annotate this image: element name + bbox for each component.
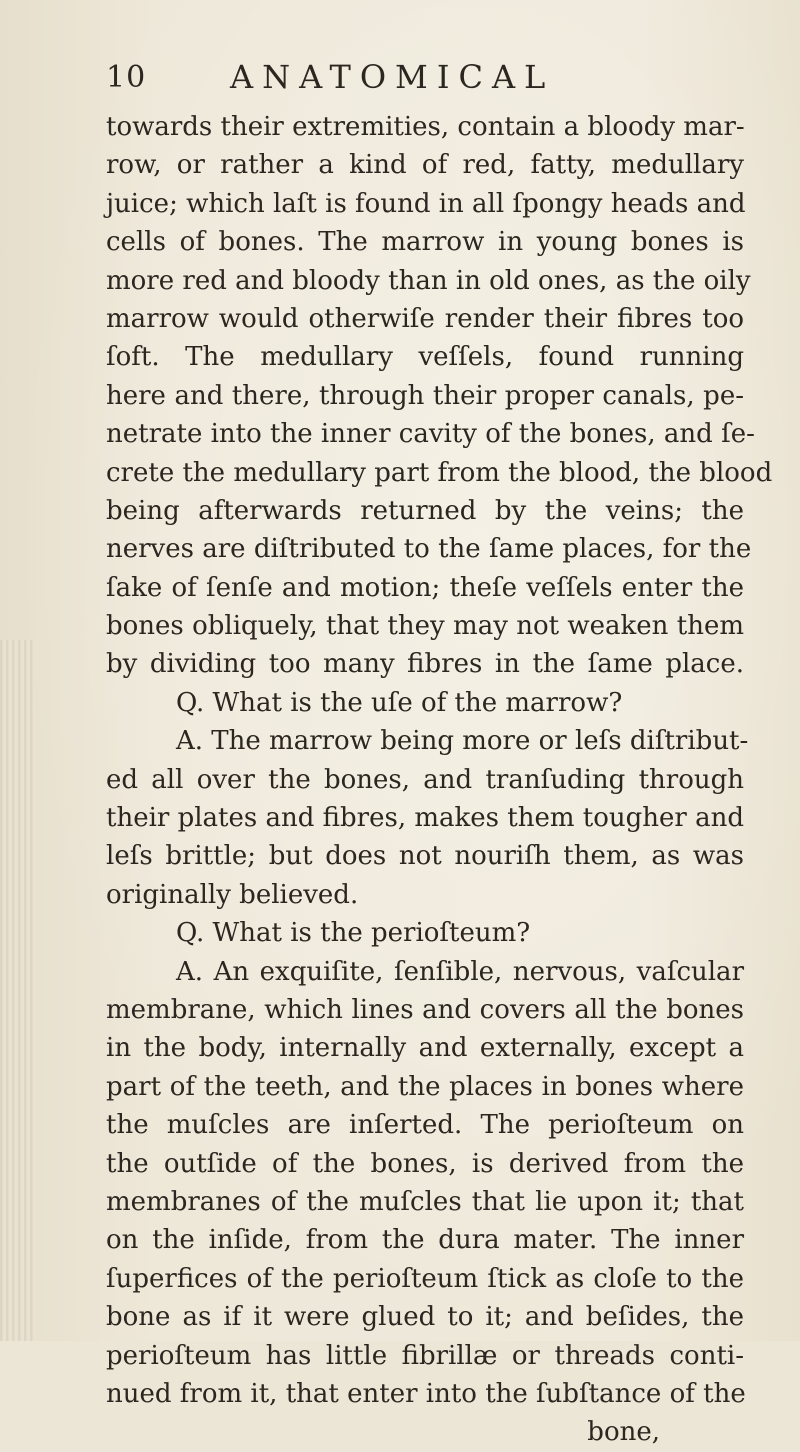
running-head: ANATOMICAL [230,58,555,96]
text-line: ed all over the bones, and tranſuding through [106,764,744,795]
body-text [106,108,773,1452]
text-line: on the inſide, from the dura mater. The inner [106,1225,744,1256]
answer-line: A. An exquiſite, ſenſible, nervous, vaſcular [176,956,744,987]
page-header [106,58,746,98]
text-line: in the body, internally and externally, except a [106,1033,744,1064]
text-line: bones obliquely, that they may not weaken them [106,611,744,642]
text-line: more red and bloody than in old ones, as the oily [106,265,751,296]
text-line: bone as if it were glued to it; and beſides, the [106,1302,744,1333]
page-gutter-shadow [0,640,36,1341]
page-number: 10 [106,60,147,95]
text-line: nued from it, that enter into the ſubſtance of the [106,1378,746,1409]
text-line: juice; which laſt is found in all ſpongy heads and [106,188,746,219]
text-line: being afterwards returned by the veins; the [106,495,744,526]
text-line: netrate into the inner cavity of the bones, and ſe- [106,419,755,450]
catchword: bone, [587,1417,660,1448]
text-line: the outſide of the bones, is derived from the [106,1148,744,1179]
text-line: crete the medullary part from the blood, the blood [106,457,773,488]
answer-line: A. The marrow being more or leſs diſtribut- [176,726,749,757]
text-line: nerves are diſtributed to the ſame places, for the [106,534,752,565]
text-line: ſuperfices of the perioſteum ſtick as cloſe to the [106,1263,744,1294]
text-line: membrane, which lines and covers all the bones [106,994,744,1025]
text-line: the muſcles are inſerted. The perioſteum on [106,1110,744,1141]
text-line: ſoft. The medullary veſſels, found running [106,342,744,373]
text-line: ſake of ſenſe and motion; theſe veſſels enter the [106,572,744,603]
text-line: leſs brittle; but does not nouriſh them, as was [106,841,744,872]
text-line: row, or rather a kind of red, fatty, medullary [106,150,744,181]
text-line: here and there, through their proper canals, pe- [106,380,744,411]
text-line: membranes of the muſcles that lie upon it; that [106,1186,744,1217]
text-line: part of the teeth, and the places in bones where [106,1071,744,1102]
text-line: towards their extremities, contain a bloody mar- [106,112,745,142]
text-line: their plates and fibres, makes them tougher and [106,803,744,834]
question-line: Q. What is the perioſteum? [176,918,531,949]
text-line: perioſteum has little fibrillæ or threads conti- [106,1340,744,1371]
text-line: cells of bones. The marrow in young bones is [106,227,744,258]
text-line: marrow would otherwiſe render their fibres too [106,303,744,334]
question-line: Q. What is the uſe of the marrow? [176,687,623,718]
text-line: by dividing too many fibres in the ſame place. [106,649,744,680]
text-line: originally believed. [106,879,359,910]
